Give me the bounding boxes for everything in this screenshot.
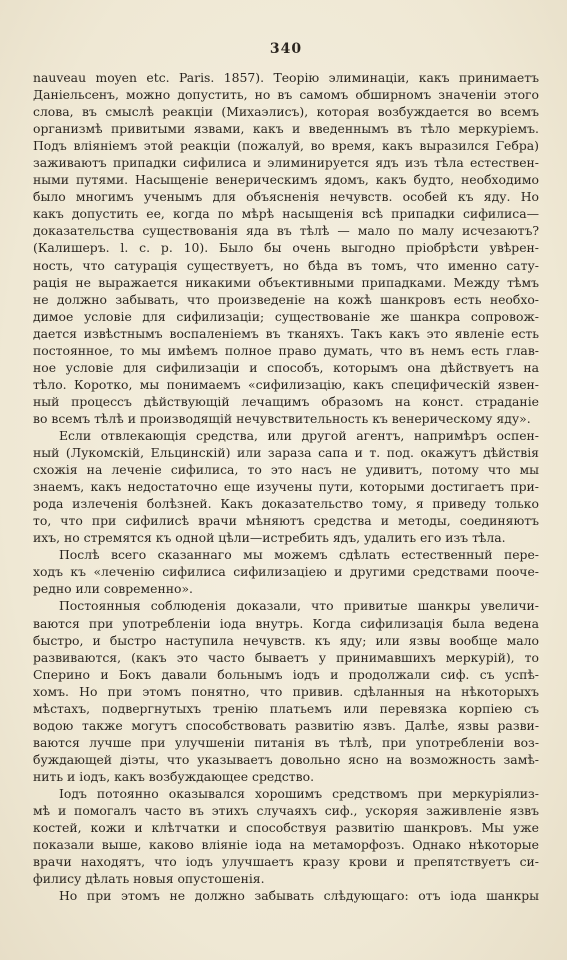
text-line: водою также могутъ способствовать развитію язвъ. Далѣе, язвы разви- — [33, 717, 539, 733]
text-line: Сперино и Бокъ давали больнымъ іодъ и продолжали сиф. съ успѣ- — [33, 666, 539, 682]
text-line: ный процессъ дѣйствующій лечащимъ образомъ на конст. страданіе — [33, 393, 539, 409]
text-line: димое условіе для сифилизаціи; существованіе же шанкра сопровож- — [33, 308, 539, 324]
text-line: Но при этомъ не должно забывать слѣдующаго: отъ іода шанкры — [59, 888, 539, 904]
text-line: не должно забывать, что произведеніе на кожѣ шанкровъ есть необхо- — [33, 291, 539, 307]
text-line: буждающей діэты, что указываетъ довольно ясно на возможность замѣ- — [33, 751, 539, 767]
text-line: тѣло. Коротко, мы понимаемъ «сифилизацію, какъ специфическій язвен- — [33, 376, 539, 392]
text-line: ность, что сатурація существуетъ, но бѣда въ томъ, что именно сату- — [33, 257, 539, 273]
text-line: Іодъ потоянно оказывался хорошимъ средствомъ при меркуріялиз- — [59, 785, 539, 801]
text-line: организмѣ привитыми язвами, какъ и введеннымъ въ тѣло меркуріемъ. — [33, 121, 539, 137]
text-line: ходъ къ «леченію сифилиса сифилизаціею и другими средствами поочe- — [33, 564, 539, 580]
text-line: ными путями. Насыщеніе венерическимъ ядомъ, какъ будто, необходимо — [33, 172, 539, 188]
text-line: врачи находятъ, что іодъ улучшаетъ кразу крови и препятствуетъ си- — [33, 854, 539, 870]
text-line: мѣстахъ, подвергнутыхъ тренію платьемъ или перевязка корпіею съ — [33, 700, 539, 716]
text-line: nauveau moyen etc. Paris. 1857). Теорію элиминаціи, какъ принимаетъ — [33, 70, 539, 85]
text-line: рація не выражается никакими объективными припадками. Между тѣмъ — [33, 274, 539, 290]
text-line: быстро, и быстро наступила нечувств. къ яду; или язвы вообще мало — [33, 632, 539, 648]
text-line: заживаютъ припадки сифилиса и элиминируется ядъ изъ тѣла естествен- — [33, 155, 539, 171]
text-line: нить и іодъ, какъ возбуждающее средство. — [33, 768, 315, 784]
text-line: схожія на леченіе сифилиса, то это насъ не удивитъ, потому что мы — [33, 462, 539, 478]
page-number: 340 — [269, 41, 303, 57]
text-line: ное условіе для сифилизаціи и способъ, которымъ она дѣйствуетъ на — [33, 359, 539, 375]
text-line: дается извѣстнымъ воспаленіемъ въ тканяхъ. Такъ какъ это явленіе есть — [33, 325, 539, 341]
text-line: ный (Лукомскій, Ельцинскій) или зараза сапа и т. под. окажутъ дѣйствія — [33, 445, 539, 461]
text-line: ваются при употребленіи іода внутрь. Когда сифилизація была ведена — [33, 615, 539, 631]
text-line: Если отвлекающія средства, или другой агентъ, напримѣръ оспен- — [59, 427, 539, 443]
text-line: хомъ. Но при этомъ понятно, что привив. сдѣланныя на нѣкоторыхъ — [33, 683, 539, 699]
text-line: во всемъ тѣлѣ и производящій нечувствительность къ венерическому яду». — [33, 410, 531, 426]
text-line: Даніельсенъ, можно допустить, но въ самомъ обширномъ значеніи этого — [33, 87, 539, 103]
text-line: какъ допустить ее, когда по мѣрѣ насыщенія всѣ припадки сифилиса— — [33, 206, 539, 222]
text-line: Постоянныя соблюденія доказали, что привитые шанкры увеличи- — [59, 598, 539, 614]
text-line: постоянное, то мы имѣемъ полное право думать, что въ немъ есть глав- — [33, 342, 539, 358]
text-line: рода излеченія болѣзней. Какъ доказательство тому, я приведу только — [33, 496, 539, 512]
text-line: было многимъ ученымъ для объясненія нечувств. особей къ яду. Но — [33, 189, 539, 205]
text-line: знаемъ, какъ недостаточно еще изучены пути, которыми достигаетъ при- — [33, 479, 539, 495]
text-line: Послѣ всего сказаннаго мы можемъ сдѣлать естественный пере- — [59, 547, 539, 563]
text-line: Подъ вліяніемъ этой реакціи (пожалуй, во время, какъ выразился Гебра) — [33, 138, 539, 154]
text-body — [33, 69, 539, 904]
text-line: то, что при сифилисѣ врачи мѣняютъ средства и методы, соединяютъ — [33, 513, 539, 529]
text-line: филису дѣлать новыя опустошенія. — [33, 871, 265, 887]
text-line: (Калишеръ. l. c. p. 10). Было бы очень выгодно пріобрѣсти увѣрен- — [33, 240, 539, 256]
text-line: редно или современно». — [33, 581, 193, 597]
text-line: доказательства существованія яда въ тѣлѣ — мало по малу исчезаютъ? — [33, 223, 539, 239]
text-line: развиваются, (какъ это часто бываетъ у принимавшихъ меркурій), то — [33, 649, 539, 665]
text-line: мѣ и помогалъ часто въ этихъ случаяхъ сиф., ускоряя заживленіе язвъ — [33, 803, 539, 819]
text-line: костей, кожи и клѣтчатки и способствуя развитію шанкровъ. Мы уже — [33, 820, 539, 836]
text-line: ваются лучше при улучшеніи питанія въ тѣлѣ, при употребленіи воз- — [33, 734, 539, 750]
text-line: показали выше, каково вліяніе іода на метаморфозъ. Однако нѣкоторые — [33, 837, 539, 853]
text-line: слова, въ смыслѣ реакціи (Михаэлисъ), которая возбуждается во всемъ — [33, 104, 539, 120]
text-line: ихъ, но стремятся къ одной цѣли—истребить ядъ, удалить его изъ тѣла. — [33, 530, 506, 546]
